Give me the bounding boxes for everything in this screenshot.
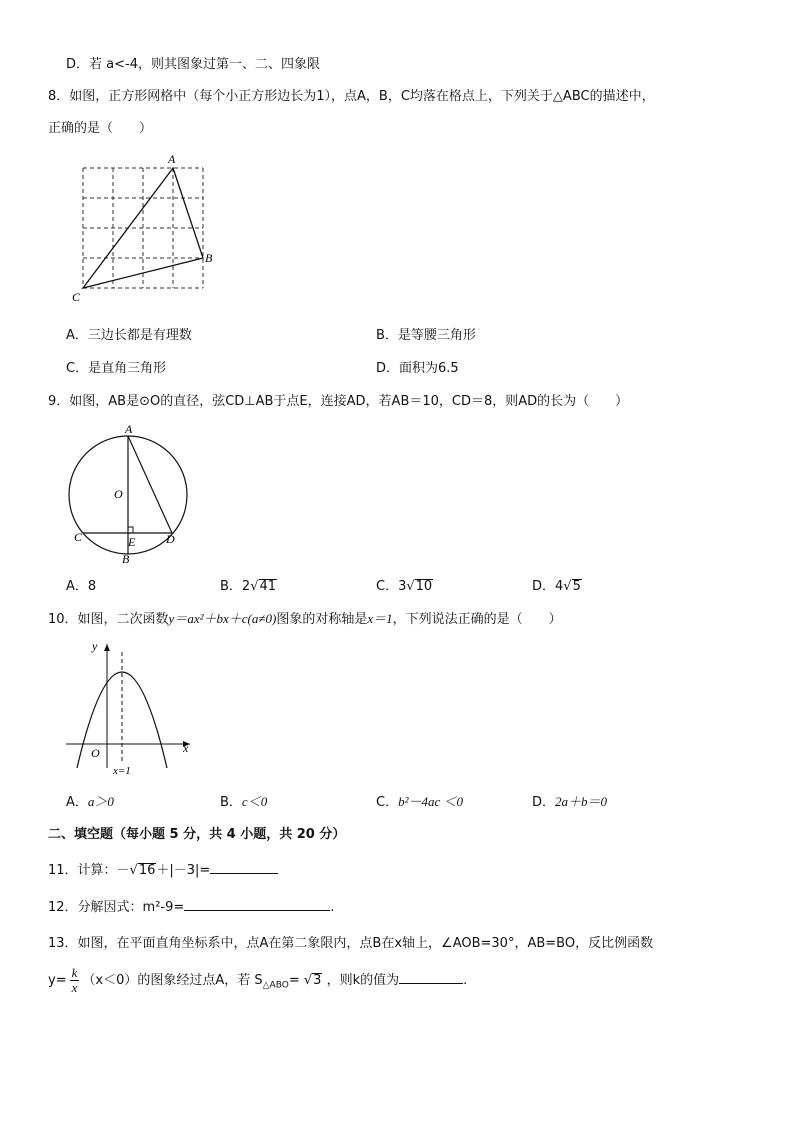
label-b: B (205, 251, 213, 265)
label-axis: x=1 (113, 765, 131, 777)
label-c: C (72, 290, 81, 304)
q9-option-c: C．3√10 (376, 579, 433, 594)
q9-circle-figure (62, 420, 197, 570)
q9-option-d: D．4√5 (532, 579, 581, 594)
q11-stem: 11．计算：－√16＋|－3|= (48, 861, 278, 880)
label-c: C (74, 530, 83, 544)
q10-option-c: C．b²－4ac ＜0 (376, 794, 463, 810)
q10-stem: 10．如图，二次函数y＝ax²＋bx＋c(a≠0)图象的对称轴是x＝1，下列说法正确的是（ ） (48, 611, 562, 627)
label-e: E (128, 535, 136, 549)
label-a: A (125, 422, 133, 436)
label-o: O (114, 487, 123, 501)
q10-option-b: B．c＜0 (220, 794, 268, 810)
q7-option-d: D．若 a<-4，则其图象过第一、二、四象限 (66, 57, 320, 72)
q9-option-b: B．2√41 (220, 579, 277, 594)
label-d: D (166, 532, 175, 546)
q11-answer-blank[interactable] (210, 861, 278, 874)
q8-option-d: D．面积为6.5 (376, 361, 459, 376)
q10-parabola-figure (62, 638, 197, 778)
q13-answer-blank[interactable] (399, 971, 463, 984)
section-title: 二、填空题（每小题 5 分，共 4 小题，共 20 分） (48, 827, 346, 842)
q9-stem: 9．如图，AB是⊙O的直径，弦CD⊥AB于点E，连接AD，若AB＝10，CD＝8，则AD的长为（ ） (48, 394, 629, 409)
q9-option-a: A．8 (66, 579, 97, 594)
label-y: y (92, 639, 98, 653)
q8-option-c: C．是直角三角形 (66, 361, 167, 376)
q8-grid-figure (70, 150, 220, 305)
q10-option-d: D．2a＋b＝0 (532, 794, 608, 810)
label-o: O (91, 746, 100, 760)
q8-option-a: A．三边长都是有理数 (66, 328, 192, 343)
label-x: x (183, 741, 189, 755)
q10-option-a: A．a＞0 (66, 794, 114, 810)
q12-stem: 12．分解因式：m²-9= . (48, 900, 335, 915)
q13-stem-line1: 13．如图，在平面直角坐标系中，点A在第二象限内，点B在x轴上，∠AOB=30°，AB=BO，反比例函数 (48, 936, 654, 951)
q8-option-b: B．是等腰三角形 (376, 328, 476, 343)
label-b: B (122, 552, 130, 566)
q13-stem-line2: y= $\frac{k}{x}$ （x＜0）的图象经过点A，若 $S_{\triangle ABO}= √3$ ，则k的值为 . (48, 965, 468, 995)
q8-stem-line1: 8．如图，正方形网格中（每个小正方形边长为1），点A，B，C均落在格点上，下列关于△ABC的描述中， (48, 89, 655, 104)
fraction-k-over-x: $\frac{k}{x}$ (71, 965, 78, 995)
label-a: A (168, 152, 176, 166)
q8-stem-line2: 正确的是（ ） (48, 121, 153, 136)
q12-answer-blank[interactable] (184, 898, 330, 911)
